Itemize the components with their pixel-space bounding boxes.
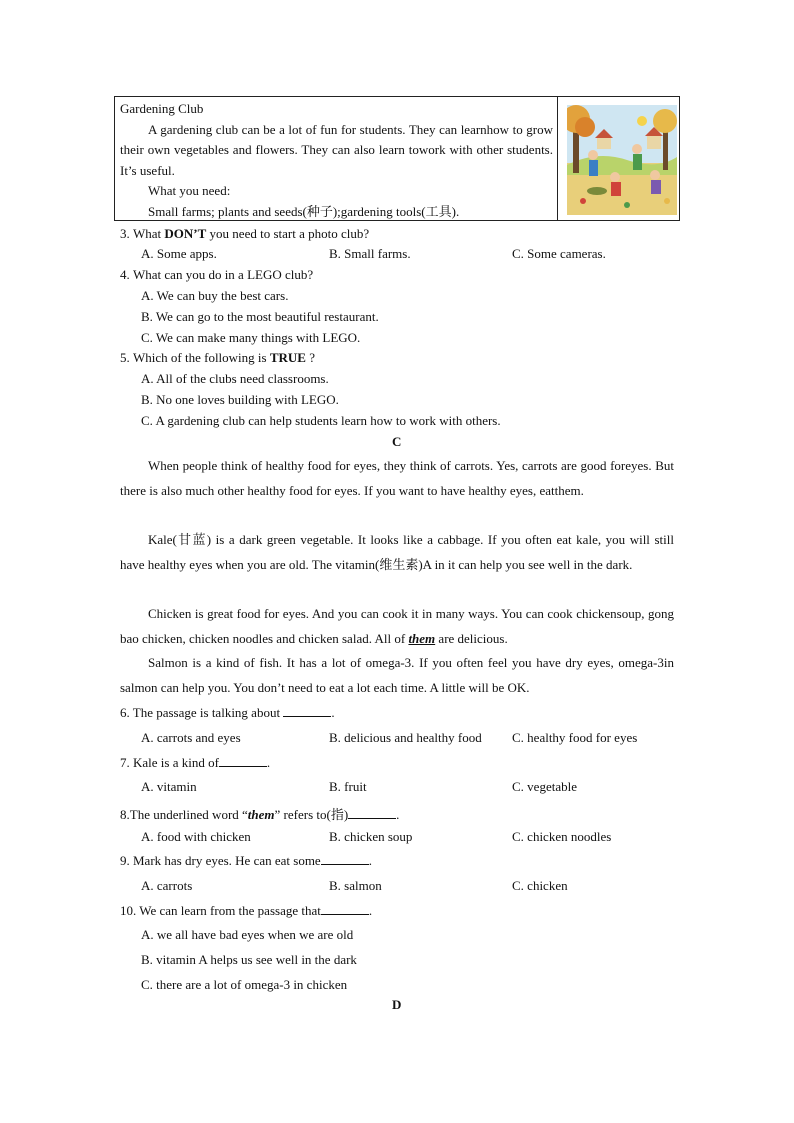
question-6-option-a: A. carrots and eyes	[141, 730, 241, 745]
gardening-club-box	[114, 96, 680, 221]
question-5-option-a: A. All of the clubs need classrooms.	[141, 371, 329, 386]
passage-paragraph-4: Salmon is a kind of fish. It has a lot of omega-3. If you often feel you have dry eyes, omega-3in salmon can help you. You don’t need to eat a lot each time. A little will be OK.	[120, 655, 674, 695]
passage-paragraph-1: When people think of healthy food for eyes, they think of carrots. Yes, carrots are good foreyes. But there is also much other healthy food for eyes. If you want to have healthy eyes, eatthem.	[120, 458, 674, 498]
question-8-option-c: C. chicken noodles	[512, 829, 612, 844]
passage-paragraph-2: Kale(甘蓝) is a dark green vegetable. It looks like a cabbage. If you often eat kale, you will still have healthy eyes when you are old. The vitamin(维生素)A in it can help you see well in the dark.	[120, 532, 674, 572]
gardening-need-items: Small farms; plants and seeds(种子);gardening tools(工具).	[148, 203, 460, 219]
question-9-option-c: C. chicken	[512, 878, 568, 893]
question-9: 9. Mark has dry eyes. He can eat some .	[120, 853, 372, 868]
question-4: 4. What can you do in a LEGO club?	[120, 267, 314, 282]
question-7: 7. Kale is a kind of .	[120, 755, 271, 770]
question-10-option-a: A. we all have bad eyes when we are old	[141, 927, 354, 942]
gardening-club-text	[120, 99, 553, 223]
question-9-option-b: B. salmon	[329, 878, 382, 893]
question-8: 8.The underlined word “them” refers to(指) .	[120, 807, 400, 822]
question-4-option-c: C. We can make many things with LEGO.	[141, 330, 361, 345]
question-8-option-b: B. chicken soup	[329, 829, 413, 844]
question-3: 3. What DON’T you need to start a photo club?	[120, 226, 370, 241]
question-3-option-c: C. Some cameras.	[512, 246, 606, 261]
passage-paragraph-3: Chicken is great food for eyes. And you can cook it in many ways. You can cook chickensoup, gong bao chicken, chicken noodles and chicken salad. All of them are delicious.	[120, 606, 674, 646]
question-10-option-c: C. there are a lot of omega-3 in chicken	[141, 977, 348, 992]
underlined-word-them: them	[408, 630, 436, 646]
question-3-option-a: A. Some apps.	[141, 246, 217, 261]
question-5: 5. Which of the following is TRUE ?	[120, 350, 315, 365]
question-5-option-b: B. No one loves building with LEGO.	[141, 392, 339, 407]
question-3-option-b: B. Small farms.	[329, 246, 411, 261]
gardening-need-label: What you need:	[148, 183, 231, 199]
question-9-option-a: A. carrots	[141, 878, 193, 893]
section-d-label: D	[392, 997, 402, 1012]
question-7-option-a: A. vitamin	[141, 779, 197, 794]
question-4-option-b: B. We can go to the most beautiful restaurant.	[141, 309, 379, 324]
box-divider	[557, 97, 558, 220]
question-8-option-a: A. food with chicken	[141, 829, 251, 844]
gardening-club-body: A gardening club can be a lot of fun for students. They can learnhow to grow their own vegetables and flowers. They can also learn towork with other students. It’s useful.	[120, 121, 553, 178]
question-7-option-b: B. fruit	[329, 779, 367, 794]
question-10-option-b: B. vitamin A helps us see well in the dark	[141, 952, 357, 967]
question-4-option-a: A. We can buy the best cars.	[141, 288, 289, 303]
question-5-option-c: C. A gardening club can help students learn how to work with others.	[141, 413, 501, 428]
question-6-option-c: C. healthy food for eyes	[512, 730, 638, 745]
question-6: 6. The passage is talking about .	[120, 705, 335, 720]
question-10: 10. We can learn from the passage that .	[120, 903, 373, 918]
section-c-label: C	[392, 434, 402, 449]
gardening-club-title: Gardening Club	[120, 101, 204, 116]
gardening-illustration	[567, 105, 677, 215]
question-6-option-b: B. delicious and healthy food	[329, 730, 482, 745]
question-7-option-c: C. vegetable	[512, 779, 577, 794]
